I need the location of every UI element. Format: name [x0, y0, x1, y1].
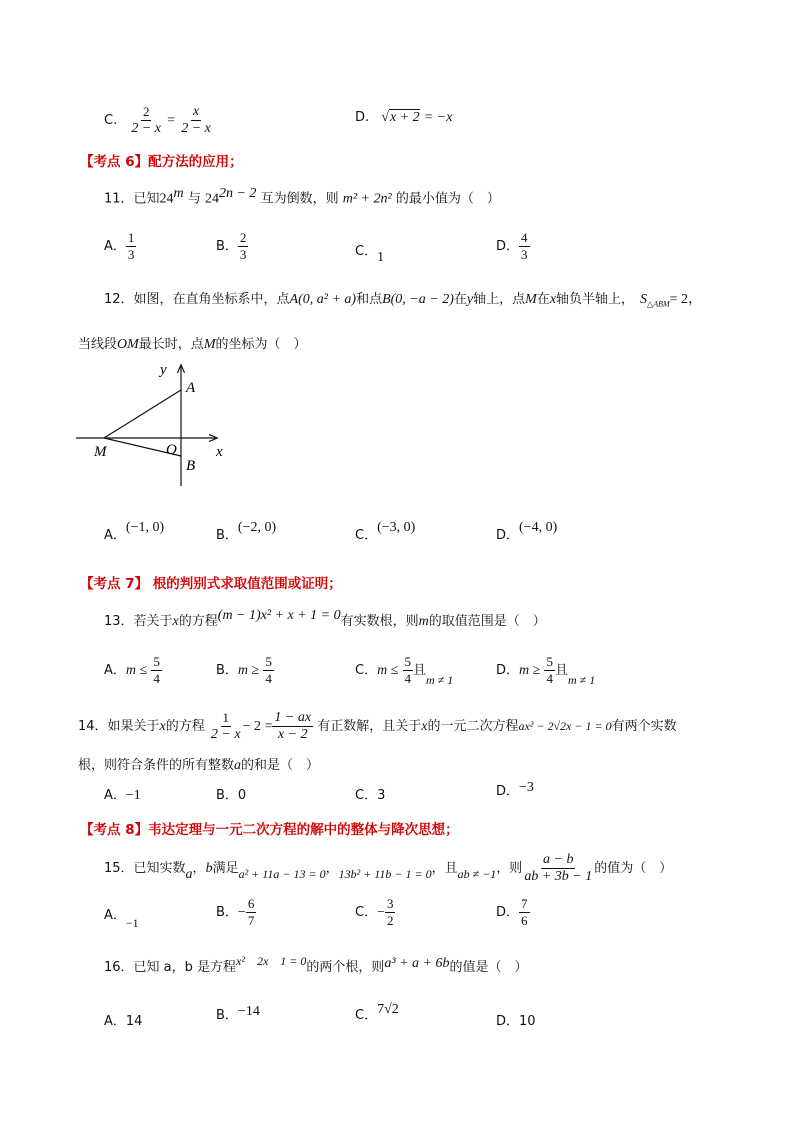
q10-option-d[interactable]: D. √x + 2 = −x [355, 110, 453, 125]
label-a: A [186, 380, 196, 396]
q15-option-c[interactable]: C．− $\frac{3}{2}$ [355, 896, 394, 928]
q15-option-b[interactable]: B．− $\frac{6}{7}$ [216, 896, 255, 928]
q14-option-c[interactable]: C．3 [355, 788, 386, 803]
segment-ma [104, 390, 181, 438]
q14-option-a[interactable]: A．−1 [104, 788, 141, 803]
q13-option-d[interactable]: D．m ≥ $\frac{5}{4}$ 且m ≠ 1 [496, 654, 596, 687]
question-13: 13．若关于x的方程(m − 1)x² + x + 1 = 0有实数根，则m的取值范围是（ ） [104, 608, 546, 629]
question-16: 16．已知 a，b 是方程x² 2x 1 = 0的两个根，则a³ + a + 6b的值是（ ） [104, 954, 528, 975]
fraction: $\frac{x}{2 - x}$ [181, 104, 211, 136]
q11-option-d[interactable]: D． $\frac{4}{3}$ [496, 230, 528, 262]
q16-option-d[interactable]: D．10 [496, 1014, 536, 1029]
question-12-line-1: 12．如图，在直角坐标系中，点A(0, a² + a)和点B(0, −a − 2)在y轴上，点M在x轴负半轴上， $S_{\triangle ABM}= 2$， [104, 292, 703, 309]
q12-option-d[interactable]: D．(−4, 0) [496, 520, 558, 543]
fraction: $\frac{2}{2 - x}$ [131, 104, 162, 136]
question-12-line-2: 当线段OM最长时，点M的坐标为（ ） [78, 337, 307, 352]
label-b: B [186, 458, 196, 474]
q12-option-a[interactable]: A．(−1, 0) [104, 520, 165, 543]
q13-option-b[interactable]: B．m ≥ $\frac{5}{4}$ [216, 654, 272, 686]
q16-option-a[interactable]: A．14 [104, 1014, 143, 1029]
section-heading-8: 【考点 8】韦达定理与一元二次方程的解中的整体与降次思想； [80, 822, 459, 838]
q13-option-a[interactable]: A．m ≤ $\frac{5}{4}$ [104, 654, 160, 686]
question-14-line-1: 14．如果关于x的方程 $\frac{1}{2 - x}$ − 2 = $\frac{1 - ax}{x - 2}$ 有正数解，且关于x的一元二次方程ax² − 2√2x − 1 = 0有两个实数 [78, 710, 677, 742]
question-14-line-2: 根，则符合条件的所有整数a的和是（ ） [78, 758, 320, 773]
q12-option-c[interactable]: C．(−3, 0) [355, 520, 416, 543]
q12-coordinate-figure [70, 358, 230, 488]
section-heading-6: 【考点 6】配方法的应用； [80, 154, 243, 170]
q14-option-b[interactable]: B．0 [216, 788, 247, 803]
section-heading-7: 【考点 7】 根的判别式求取值范围或证明； [80, 576, 342, 592]
q10-option-c[interactable]: C. $\frac{2}{2 - x}$ = $\frac{x}{2 - x}$ [104, 104, 211, 136]
sqrt-expression: √x + 2 [381, 110, 420, 125]
q11-option-c[interactable]: C．1 [355, 244, 385, 265]
question-15: 15．已知实数a，b满足a² + 11a − 13 = 0，13b² + 11b − 1 = 0，且ab ≠ −1，则 $\frac{a - b}{ab + 3b - 1}$ 的值为（ ） [104, 852, 673, 884]
q11-option-a[interactable]: A． $\frac{1}{3}$ [104, 230, 135, 262]
q16-option-c[interactable]: C．7√2 [355, 1002, 399, 1023]
label-y: y [160, 362, 167, 378]
q15-option-d[interactable]: D． $\frac{7}{6}$ [496, 896, 528, 928]
q14-option-d[interactable]: D．−3 [496, 780, 534, 799]
label-x: x [216, 444, 223, 460]
q16-option-b[interactable]: B．−14 [216, 1004, 260, 1023]
q15-option-a[interactable]: A．−1 [104, 908, 139, 930]
label-o: O [166, 442, 177, 458]
label-m: M [94, 444, 107, 460]
q12-option-b[interactable]: B．(−2, 0) [216, 520, 277, 543]
question-11: 11．已知24$^m$ 与 $24^{2n - 2}$ 互为倒数，则 m² + 2n² 的最小值为（ ） [104, 186, 500, 207]
q11-option-b[interactable]: B． $\frac{2}{3}$ [216, 230, 247, 262]
q13-option-c[interactable]: C．m ≤ $\frac{5}{4}$ 且m ≠ 1 [355, 654, 454, 687]
